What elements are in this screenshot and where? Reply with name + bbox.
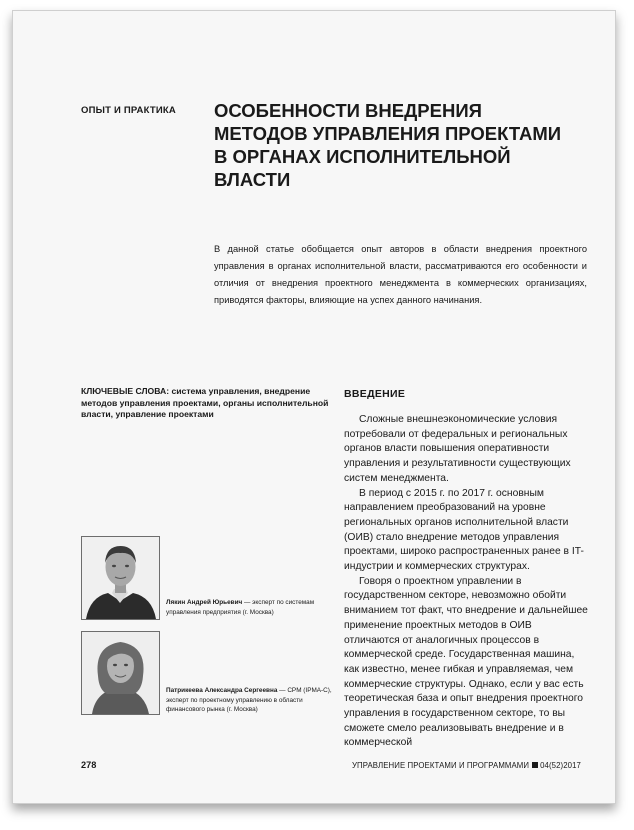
author-bio-1 xyxy=(166,598,336,617)
intro-paragraph: Сложные внешнеэкономические условия потребовали от федеральных и региональных органов власти повышения оперативности управления и результативности существующих систем менеджмента. xyxy=(344,414,571,484)
journal-name: УПРАВЛЕНИЕ ПРОЕКТАМИ И ПРОГРАММАМИ xyxy=(351,761,530,770)
author-bio-2 xyxy=(166,686,336,715)
section-label: ОПЫТ И ПРАКТИКА xyxy=(81,105,176,116)
square-separator-icon xyxy=(532,762,538,768)
article-title: ОСОБЕННОСТИ ВНЕДРЕНИЯ МЕТОДОВ УПРАВЛЕНИЯ ПРОЕКТАМИ В ОРГАНАХ ИСПОЛНИТЕЛЬНОЙ ВЛАСТИ xyxy=(214,100,562,190)
intro-paragraph: Говоря о проектном управлении в государственном секторе, невозможно обойти вниманием тот факт, что внедрение и дальнейшее применение проектных методов в ОИВ отличаются от аналогичных процессов в коммерческой среде. Государственная машина, как известно, менее гибкая и управляемая, чем коммерческие структуры. Однако, если у вас есть теоретическая база и опыт внедрения проектного управления в государственном секторе, то вы сможете смело реализовывать внедрение и в коммерческой xyxy=(344,575,588,749)
intro-heading: ВВЕДЕНИЕ xyxy=(344,388,406,400)
abstract: В данной статье обобщается опыт авторов в области внедрения проектного управления в органах исполнительной власти, рассматриваются его особенности и отличия от внедрения проектного менеджмента в коммерческих организациях, приводятся факторы, влияющие на успех данного начинания. xyxy=(214,244,587,305)
journal-issue: 04(52)2017 xyxy=(540,761,581,770)
keywords: КЛЮЧЕВЫЕ СЛОВА: система управления, внедрение методов управления проектами, органы исполнительной власти, управление проектами xyxy=(81,386,329,419)
intro-body xyxy=(344,413,590,751)
author-description: — эксперт по системам управления предприятия (г. Москва) xyxy=(166,599,315,616)
page-number: 278 xyxy=(81,760,97,770)
author-name: Патрикеева Александра Сергеевна xyxy=(166,687,278,694)
author-photo-2 xyxy=(81,631,160,715)
author-photo-1 xyxy=(81,536,160,620)
footer-journal xyxy=(352,761,581,770)
author-name: Лякин Андрей Юрьевич xyxy=(166,599,243,606)
journal-page xyxy=(12,10,616,804)
intro-paragraph: В период с 2015 г. по 2017 г. основным направлением преобразований на уровне региональных органов исполнительной власти (ОИВ) стало внедрение методов управления проектами, широко распространенных ранее в IT-индустрии и коммерческих структурах. xyxy=(344,487,584,573)
author-description: — CPM (IPMA-C), эксперт по проектному управлению в области финансового рынка (г. Москва) xyxy=(166,687,332,713)
